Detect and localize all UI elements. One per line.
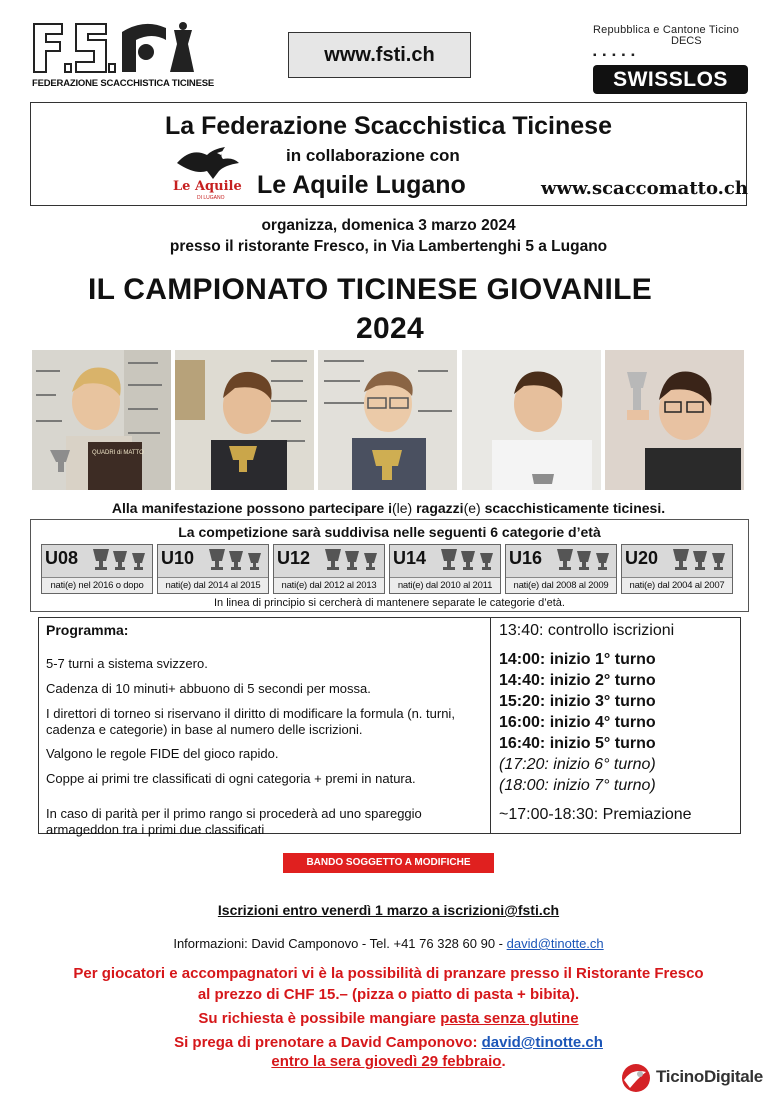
rule-item: I direttori di torneo si riservano il diritto di modificare la formula (n. turni, cadenza e categorie) in base al numero delle iscrizioni. bbox=[46, 706, 455, 737]
categories-title: La competizione sarà suddivisa nelle seguenti 6 categorie d’età bbox=[178, 524, 601, 540]
rule-item: Valgono le regole FIDE del gioco rapido. bbox=[46, 746, 279, 761]
winner-photo-3 bbox=[318, 350, 457, 490]
event-title: IL CAMPIONATO TICINESE GIOVANILE bbox=[87, 273, 653, 306]
schedule-item: 14:40: inizio 2° turno bbox=[499, 672, 656, 689]
rule-item: Coppe ai primi tre classificati di ogni categoria + premi in natura. bbox=[46, 771, 416, 786]
category-card bbox=[157, 544, 269, 594]
scaccomatto-link[interactable]: www.scaccomatto.ch bbox=[541, 178, 748, 199]
winner-photo-5 bbox=[605, 350, 744, 490]
eagle-icon bbox=[173, 145, 243, 181]
category-name: U14 bbox=[393, 548, 427, 568]
categories-note: In linea di principio si cercherà di mantenere separate le categorie d’età. bbox=[214, 597, 565, 609]
category-name: U10 bbox=[161, 548, 195, 568]
programme-table bbox=[38, 617, 741, 837]
photo-strip bbox=[32, 350, 744, 490]
schedule-item: 16:40: inizio 5° turno bbox=[499, 735, 656, 752]
category-card bbox=[273, 544, 385, 594]
trophy-icon bbox=[439, 547, 497, 578]
lunch-notice: Per giocatori e accompagnatori vi è la possibilità di pranzare presso il Ristorante Fresco bbox=[73, 965, 704, 982]
trophy-icon bbox=[555, 547, 613, 578]
trophy-icon bbox=[323, 547, 381, 578]
category-card bbox=[621, 544, 733, 594]
swisslos-logo: SWISSLOS bbox=[593, 65, 748, 94]
category-range: nati(e) dal 2004 al 2007 bbox=[622, 577, 732, 593]
le-aquile-logo-text: Le Aquile bbox=[173, 179, 242, 194]
trophy-icon bbox=[671, 547, 729, 578]
category-card bbox=[505, 544, 617, 594]
schedule-item: ~17:00-18:30: Premiazione bbox=[499, 806, 692, 823]
winner-photo-2 bbox=[175, 350, 314, 490]
schedule-item: (18:00: inizio 7° turno) bbox=[499, 777, 656, 794]
ticinodigitale-logo bbox=[618, 1060, 776, 1094]
le-aquile-logo bbox=[173, 145, 243, 205]
category-name: U16 bbox=[509, 548, 543, 568]
event-venue: presso il ristorante Fresco, in Via Lambertenghi 5 a Lugano bbox=[169, 238, 608, 255]
ticinodigitale-icon bbox=[618, 1060, 654, 1094]
categories-section bbox=[30, 519, 749, 612]
republic-label: Repubblica e Cantone Ticino bbox=[593, 24, 740, 36]
federation-box bbox=[30, 102, 747, 206]
collaboration-label: in collaborazione con bbox=[286, 146, 460, 165]
booking-email-link[interactable]: david@tinotte.ch bbox=[481, 1034, 603, 1051]
lunch-price: al prezzo di CHF 15.– (pizza o piatto di pasta + bibita). bbox=[197, 986, 580, 1003]
schedule-item: 15:20: inizio 3° turno bbox=[499, 693, 656, 710]
subject-to-change-badge: BANDO SOGGETTO A MODIFICHE bbox=[283, 853, 494, 873]
fsti-logo-icon bbox=[32, 20, 197, 76]
schedule-item: 16:00: inizio 4° turno bbox=[499, 714, 656, 731]
category-name: U20 bbox=[625, 548, 659, 568]
programme-divider bbox=[490, 618, 491, 833]
canton-logo bbox=[593, 24, 753, 61]
participation-notice: Alla manifestazione possono partecipare i(le) ragazzi(e) scacchisticamente ticinesi. bbox=[111, 500, 666, 516]
registration-link[interactable]: Iscrizioni entro venerdì 1 marzo a iscrizioni@fsti.ch bbox=[217, 902, 560, 918]
website-link[interactable]: www.fsti.ch bbox=[288, 32, 471, 78]
contact-email-link[interactable]: david@tinotte.ch bbox=[506, 936, 604, 951]
category-range: nati(e) dal 2014 al 2015 bbox=[158, 577, 268, 593]
category-range: nati(e) dal 2010 al 2011 bbox=[390, 577, 500, 593]
fsti-logo bbox=[32, 20, 215, 92]
trophy-icon bbox=[91, 547, 149, 578]
decs-label: DECS bbox=[671, 35, 702, 47]
category-range: nati(e) nel 2016 o dopo bbox=[42, 577, 152, 593]
event-year: 2024 bbox=[356, 312, 424, 345]
gluten-free-link[interactable]: pasta senza glutine bbox=[440, 1010, 579, 1027]
schedule-item: 14:00: inizio 1° turno bbox=[499, 651, 656, 668]
schedule-item: 13:40: controllo iscrizioni bbox=[499, 622, 675, 639]
category-range: nati(e) dal 2008 al 2009 bbox=[506, 577, 616, 593]
rule-item: In caso di parità per il primo rango si procederà ad uno spareggio armageddon tra i primi due classificati bbox=[46, 806, 422, 837]
rule-item: Cadenza di 10 minuti+ abbuono di 5 secondi per mossa. bbox=[46, 681, 371, 696]
event-date: organizza, domenica 3 marzo 2024 bbox=[261, 217, 516, 234]
booking-notice: Si prega di prenotare a David Camponovo: david@tinotte.ch bbox=[174, 1034, 603, 1051]
canton-dots-icon: ▪▪▪▪▪ bbox=[593, 50, 641, 61]
rule-item: 5-7 turni a sistema svizzero. bbox=[46, 656, 208, 671]
category-name: U12 bbox=[277, 548, 311, 568]
le-aquile-logo-sub: DI LUGANO bbox=[197, 195, 225, 201]
ticinodigitale-text: TicinoDigitale bbox=[656, 1067, 763, 1086]
programme-rules bbox=[46, 622, 486, 837]
gluten-free-notice: Su richiesta è possibile mangiare pasta senza glutine bbox=[198, 1010, 579, 1027]
federation-title: La Federazione Scacchistica Ticinese bbox=[165, 112, 612, 140]
winner-photo-1 bbox=[32, 350, 171, 490]
fsti-tagline: FEDERAZIONE SCACCHISTICA TICINESE bbox=[32, 78, 215, 89]
winner-photo-4 bbox=[462, 350, 601, 490]
programme-heading: Programma: bbox=[46, 622, 129, 638]
category-name: U08 bbox=[45, 548, 79, 568]
schedule-item: (17:20: inizio 6° turno) bbox=[499, 756, 656, 773]
booking-deadline: entro la sera giovedì 29 febbraio. bbox=[271, 1053, 506, 1070]
category-range: nati(e) dal 2012 al 2013 bbox=[274, 577, 384, 593]
club-name: Le Aquile Lugano bbox=[257, 171, 466, 199]
trophy-icon bbox=[207, 547, 265, 578]
book-title: QUADRI di MATTO bbox=[92, 450, 144, 456]
contact-info: Informazioni: David Camponovo - Tel. +41 76 328 60 90 - david@tinotte.ch bbox=[173, 936, 604, 951]
category-card bbox=[389, 544, 501, 594]
category-card bbox=[41, 544, 153, 594]
